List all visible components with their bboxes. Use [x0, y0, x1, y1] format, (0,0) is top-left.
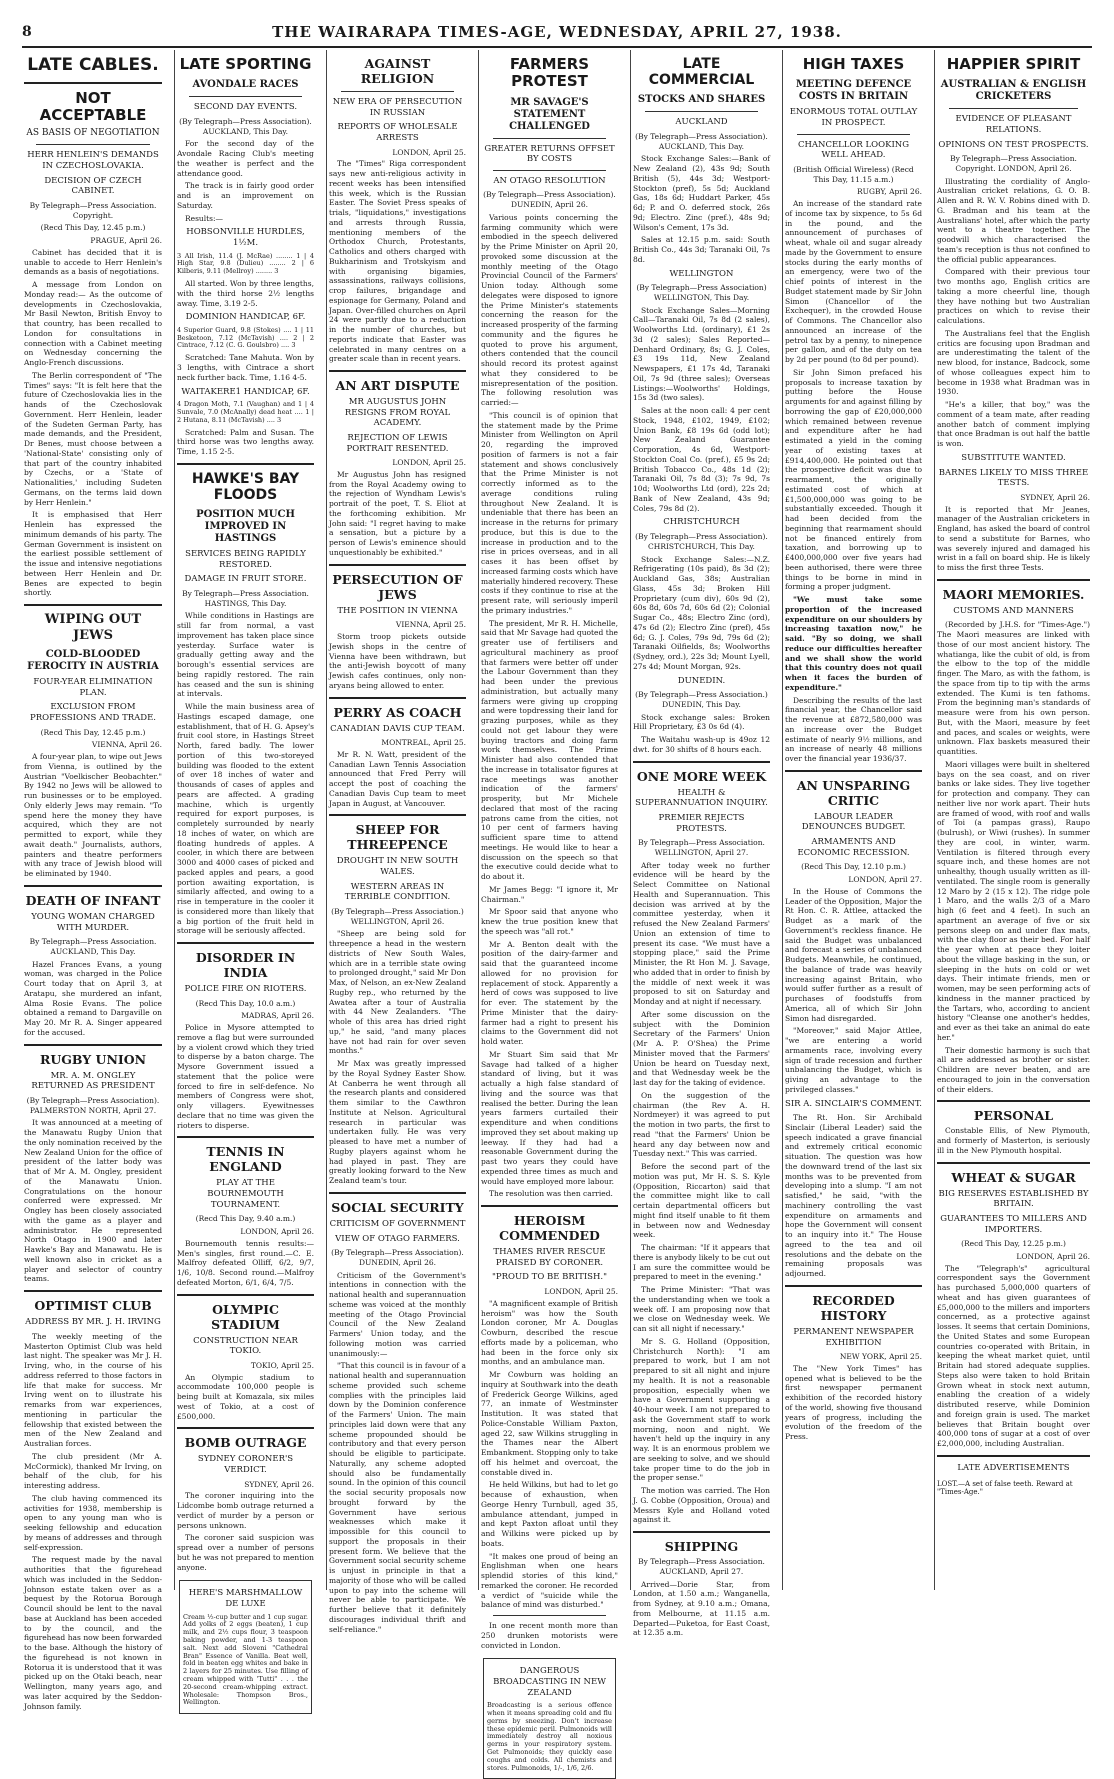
headline-hawkes-bay-floods: HAWKE'S BAY FLOODS [191, 470, 300, 503]
paragraph: An increase of the standard rate of income tax by sixpence, to 5s 6d in the pound, and the announcement of purchases of wheat, whale oil and sugar already made by the Government to ensure stocks during the early months of an emergency, were two of the chief points of interest in the Budget statement made by Sir John Simon (Chancellor of the Exchequer), in the crowded House of Commons. The Chancellor also announced an increase of the petrol tax by a penny, to ninepence per gallon, and of the duty on tea by 2d per pound (to 8d per pound). [785, 199, 922, 364]
subhead: PLAY AT THE BOURNEMOUTH TOURNAMENT. [207, 1178, 284, 1210]
subhead: DECISION OF CZECH CABINET. [44, 175, 142, 197]
paragraph: The Prime Minister: "That was the understanding when we took a week off. I am proposing now that we close on Wednesday week. We can sit all night if necessary." [633, 1285, 770, 1334]
subhead: HERR HENLEIN'S DEMANDS IN CZECHOSLOVAKIA. [27, 150, 159, 171]
headline-happier-spirit: HAPPIER SPIRIT [946, 55, 1081, 73]
dateline: VIENNA, April 26. [91, 740, 162, 750]
byline: (British Official Wireless) (Recd This Day, 11.15 a.m.) [793, 164, 914, 184]
paragraph: It is emphasised that Herr Henlein has expressed the minimum demands of his party. The German Government is insistent on the earliest possible settlement of the issue and intensive negotiations between Herr Henlein and Dr. Benes are expected to begin shortly. [24, 510, 162, 598]
headline-wheat-and-sugar: WHEAT & SUGAR [951, 1169, 1076, 1185]
divider [633, 761, 770, 763]
subhead: SYDNEY CORONER'S VERDICT. [197, 1454, 294, 1475]
received-time: (Recd This Day, 12.45 p.m.) [40, 223, 146, 233]
newspaper-page [22, 20, 1092, 1772]
paragraph: Before the second part of the motion was put, Mr H. S. S. Kyle (Opposition, Riccarton) said that the committee might like to call certain departmental officers but might find itself unable to fit them in between now and Wednesday week. [633, 1162, 770, 1240]
subhead: CANADIAN DAVIS CUP TEAM. [330, 723, 465, 734]
paragraph: Bournemouth tennis results:— Men's singles, first round.—C. E. Malfroy defeated Olliff, 6/2, 9/7, 1/6, 10/8. Second round.—Malfroy defeated Morton, 6/1, 6/4, 7/5. [177, 1238, 314, 1287]
paragraph: After some discussion on the subject with the Dominion Secretary of the Farmers' Union (Mr A. P. O'Shea) the Prime Minister moved that the Farmers' Union be heard on Tuesday next, and that Wednesday week be the last day for the taking of evidence. [633, 1009, 770, 1088]
headline-social-security: SOCIAL SECURITY [331, 1199, 464, 1215]
headline-death-of-infant: DEATH OF INFANT [25, 892, 161, 908]
dateline: SYDNEY, April 26. [244, 1479, 314, 1489]
paragraph: "Moreover," said Major Attlee, "we are entering a world armaments race, involving every sign of trade recession and further unbalancing the Budget, which is giving an advantage to the privileged classes." [785, 1026, 922, 1094]
divider [949, 108, 1078, 109]
subhead: DROUGHT IN NEW SOUTH WALES. [336, 856, 459, 877]
byline: (By Telegraph—Press Association). PALMERSTON NORTH, April 27. [26, 1095, 160, 1115]
divider [341, 91, 454, 92]
paragraph: Sales at 12.15 p.m. said: South British Co., 44s 3d; Taranaki Oil, 7s 8d. [633, 235, 770, 264]
race-title: DOMINION HANDICAP, 6F. [185, 312, 306, 323]
paragraph: Stock Exchange Sales:—Bank of New Zealand (2), 43s 9d; South British (5), 44s 3d; Westport-Stockton (pref), 5s 5d; Auckland Gas, 18s 6d; Huddart Parker, 45s 6d; P. and O. deferred stock, 26s 9d; Electro. Zinc (pref.), 48s 9d; Wilson's Cement, 17s 3d. [633, 154, 770, 232]
headline-disorder-in-india: DISORDER IN INDIA [195, 950, 296, 981]
paragraph: Police in Mysore attempted to remove a flag but were surrounded by a violent crowd which they tried to disperse by a baton charge. The Mysore Government issued a statement that the police were forced to fire in self-defence. No members of Congress were shot, only villagers. Eyewitnesses declare that no time was given the rioters to disperse. [177, 1023, 314, 1130]
byline: By Telegraph—Press Association. Copyright. LONDON, April 26. [950, 154, 1077, 173]
divider [645, 111, 758, 112]
divider [493, 170, 606, 171]
headline-not-acceptable: NOT ACCEPTABLE [39, 88, 147, 124]
paragraph: Various points concerning the farming community which were embodied in the speech delivered by the Prime Minister on April 20, provoked some discussion at the monthly meeting of the Otago Provincial Council of the Farmers' Union today. Although some delegates were disposed to ignore the Prime Minister's statements concerning the reason for the increased prosperity of the farming community and the figures he quoted to prove his argument, others contended that the council should record its protest against what they considered to be misrepresentation of the position. The following resolution was carried:— [481, 212, 618, 408]
divider [937, 1162, 1090, 1164]
paragraph: Mr Cowburn was holding an inquiry at Southwark into the death of Frederick George Wilkins, aged 77, an inmate of Westminster Institution. It was stated that Police-Constable William Paxton, aged 22, saw Wilkins struggling in the Thames near the Albert Embankment. Stopping only to take off his helmet and overcoat, the constable dived in. [481, 1370, 618, 1477]
paragraph: Stock Exchange Sales—Morning Call—Taranaki Oil, 7s 8d (2 sales), Woolworths Ltd. (ordinary), £1 2s 3d (2 sales); Sales Reported—Denhard Ordinary, 8s; G. J. Coles, £3 19s 11d, New Zealand Newspapers, £1 17s 4d, Taranaki Oil, 7s 9d (three sales); Overseas Listings:—Woolworths' Holdings, 15s 3d (two sales). [633, 305, 770, 403]
byline: (By Telegraph—Press Association). DUNEDIN, April 26. [331, 1248, 464, 1267]
paragraph: The Waitahu wash-up is 49oz 12 dwt. for 30 shifts of 8 hours each. [633, 735, 770, 754]
paragraph: Mr James Begg: "I ignore it, Mr Chairman." [481, 884, 618, 904]
ad-body: Cream ½-cup butter and 1 cup sugar. Add yolks of 2 eggs (beaten), 1 cup milk, and 2½ cups flour, 3 teaspoon baking powder, and 1-3 teaspoon salt. Next add Sloveni "Cathedral Bran" Essence of Vanilla. Beat well, fold in beaten egg whites and bake in 2 layers for 25 minutes. Use filling of cream whipped with 'Tutti" . . . the 20-second cream-whipping extract. Wholesale: Thompson Bros., Wellington. [183, 1612, 308, 1707]
advertisement-pulmonoids [483, 1658, 616, 1779]
divider [633, 1531, 770, 1533]
divider [177, 942, 314, 944]
divider [177, 1427, 314, 1429]
headline-late-cables: LATE CABLES. [27, 55, 159, 75]
subhead: SUBSTITUTE WANTED. [961, 452, 1066, 463]
received-time: (Recd This Day, 9.40 a.m.) [195, 1214, 296, 1224]
newspaper-title: THE WAIRARAPA TIMES-AGE, WEDNESDAY, APRIL 27, 1938. [272, 23, 842, 41]
subhead: AS BASIS OF NEGOTIATION [26, 128, 160, 139]
paragraph: Constable Ellis, of New Plymouth, and formerly of Masterton, is seriously ill in the New Plymouth hospital. [937, 1126, 1090, 1155]
paragraph: Sales at the noon call: 4 per cent Stock, 1948, £102, 1949, £102; Union Bank, £8 19s 6d (odd lot); New Zealand Guarantee Corporation, 4s 6d, Westport-Stockton Coal Co. (pref.), £5 9s 2d; British Tobacco Co., 48s 1d (2); Taranaki Oil, 7s 8d (3); 7s 9d, 7s 10d; Woolworths Ltd (ord), 22s 2d; Bank of New Zealand, 43s 9d; Coles, 79s 8d (2). [633, 406, 770, 513]
paragraph: Mr Max was greatly impressed by the Royal Sydney Easter Show. At Canberra he went through all the research plants and considered them similar to the Cawthron Institute at Nelson. Agricultural research in particular was undertaken fully. He was very pleased to have met a number of Rugby players against whom he had played in past. They are greatly looking forward to the New Zealand team's tour. [329, 1059, 466, 1186]
headline-tennis-in-england: TENNIS IN ENGLAND [206, 1144, 285, 1175]
divider [329, 564, 466, 566]
headline-persecution-of-jews: PERSECUTION OF JEWS [332, 571, 463, 602]
headline-farmers-protest: FARMERS PROTEST [509, 55, 590, 91]
divider [493, 1615, 606, 1616]
subhead: GUARANTEES TO MILLERS AND IMPORTERS. [940, 1213, 1087, 1235]
headline-recorded-history: RECORDED HISTORY [812, 1292, 895, 1323]
dateline: TOKIO, April 25. [250, 1360, 314, 1370]
subhead: FOUR-YEAR ELIMINATION PLAN. [33, 677, 153, 698]
dateline: MADRAS, April 26. [241, 1011, 314, 1021]
results-label: Results:— [185, 213, 224, 223]
subhead: BIG RESERVES ESTABLISHED BY BRITAIN. [938, 1188, 1089, 1210]
paragraph: Mr R. N. Watt, president of the Canadian Lawn Tennis Association announced that Fred Perry will accept the post of coaching the Canadian Davis Cup team to meet Japan in August, at Vancouver. [329, 749, 466, 808]
column-2 [174, 50, 316, 1707]
paragraph: The request made by the naval authorities that the figurehead which was included in the Seddon-Johnson estate taken over as a bequest by the Rotorua Borough Council should be lent to the naval base at Auckland has been acceded to by the council, and the figurehead has now been forwarded to the base. Although the history of the figurehead is not known in Rotorua it is understood that it was picked up on the Otaki beach, near Wellington, many years ago, and was later acquired by the Seddon-Johnson family. [24, 1555, 162, 1711]
paragraph: The Australians feel that the English critics are focusing upon Bradman and are underestimating the talent of the new blood, for instance, Badcock, some of whose colleagues expect him to become in 1938 what Bradman was in 1930. [937, 328, 1090, 397]
dateline: PRAGUE, April 26. [90, 236, 162, 246]
subhead: CUSTOMS AND MANNERS [953, 605, 1074, 616]
divider [785, 770, 922, 772]
paragraph: Hazel Frances Evans, a young woman, was charged in the Police Court today that on April 3, at Aratapu, she murdered an infant, Alma Rosie Evans. The police obtained a remand to Dargaville on May 20. Mr R. A. Singer appeared for the accused. [24, 959, 162, 1037]
column-4 [478, 50, 620, 1772]
dateline: LONDON, April 27. [848, 875, 922, 884]
subhead: EVIDENCE OF PLEASANT RELATIONS. [955, 114, 1072, 135]
subhead: MR. A. M. ONGLEY RETURNED AS PRESIDENT [31, 1070, 155, 1092]
dateline: VIENNA, April 25. [395, 620, 466, 630]
subhead: SIR A. SINCLAIR'S COMMENT. [785, 1098, 922, 1109]
paragraph: Scratched: Tane Mahuta. Won by 3 lengths, with Cintrace a short neck further back. Time, 1.16 4-5. [177, 353, 314, 382]
headline-sheep-for-threepence: SHEEP FOR THREEPENCE [347, 822, 448, 853]
divider [36, 144, 150, 145]
headline-high-taxes: HIGH TAXES [802, 55, 905, 73]
section-christchurch: CHRISTCHURCH [663, 517, 740, 528]
byline: (By Telegraph—Press Association). CHRISTCHURCH, This Day. [635, 532, 768, 551]
subhead: OPINIONS ON TEST PROSPECTS. [938, 139, 1089, 150]
subhead: AUSTRALIAN & ENGLISH CRICKETERS [940, 79, 1087, 103]
divider [24, 1290, 162, 1292]
subhead: MEETING DEFENCE COSTS IN BRITAIN [795, 79, 912, 103]
subhead: SECOND DAY EVENTS. [193, 102, 298, 113]
paragraph: (Recorded by J.H.S. for "Times-Age.") The Maori measures are linked with those of our most ancient history. The whatianga, like the cubit of old, is from the elbow to the top of the middle finger. The Maro, as with the fathom, is the space from tip to tip with the arms extended. The Kumi is ten fathoms. From the beginning man's standards of measure were from his own person. But, with the Maori, measure by feet and paces, and scales or weights, were unknown. Flax baskets measured their quantities. [937, 620, 1090, 757]
byline: (By Telegraph—Press Association). AUCKLAND, This Day. [179, 116, 312, 136]
divider [329, 697, 466, 699]
dateline: SYDNEY, April 26. [1020, 492, 1090, 502]
subhead: POSITION MUCH IMPROVED IN HASTINGS [196, 508, 295, 544]
classified-ad: LOST.—A set of false teeth. Reward at "Times-Age." [937, 1479, 1073, 1496]
divider [189, 96, 302, 97]
divider [329, 814, 466, 816]
paragraph: "Sheep are being sold for threepence a head in the western districts of New South Wales, which are in a terrible state owing to prolonged drought," said Mr Don Max, of Nelson, an ex-New Zealand Rugby rep., who returned by the Awatea after a tour of Australia with 44 New Zealanders. "The whole of this area has dried right up," he said, "and many places have not had rain for over seven months." [329, 929, 466, 1056]
paragraph: The Berlin correspondent of "The Times" says: "It is felt here that the future of Czechoslovakia lies in the hands of the Czechoslovak Government. Herr Henlein, leader of the Sudeten German Party, has made demands, and the President, Dr Benes, must choose between a 'National-State' consisting only of that part of the country inhabited by Czechs, or a 'State of Nationalities,' including Sudeten Germans, on the terms laid down by Herr Henlein." [24, 370, 162, 507]
dateline: LONDON, April 26. [1016, 1251, 1090, 1261]
race-results: 4 Dragon Moth, 7.1 (Vaughan) and 1 | 4 Sunvale, 7.0 (McAnally) dead heat .... 1 | 2 Hutana, 8.11 (McTavish) .... 3 [177, 400, 314, 424]
byline: (By Telegraph—Press Association). DUNEDIN, April 26. [483, 190, 616, 210]
headline-personal: PERSONAL [973, 1108, 1054, 1124]
byline: (By Telegraph—Press Association). AUCKLAND, This Day. [635, 131, 768, 151]
subhead: CRITICISM OF GOVERNMENT [329, 1218, 466, 1229]
subhead: EXCLUSION FROM PROFESSIONS AND TRADE. [30, 702, 156, 724]
paragraph: For the second day of the Avondale Racing Club's meeting the weather is perfect and the attendance good. [177, 139, 314, 178]
paragraph: After today week no further evidence will be heard by the Select Committee on National Health and Superannuation. This decision was arrived at by the committee yesterday, when it refused the New Zealand Farmers' Union an extension of time to present its case. "We must have a stopping place," said the Prime Minister, the Rt Hon M. J. Savage, who added that in order to finish by the middle of next week it was proposed to sit on Saturday and Monday and at night if necessary. [633, 860, 770, 1007]
divider [24, 82, 162, 84]
divider [329, 370, 466, 372]
paragraph: The Rt. Hon. Sir Archibald Sinclair (Liberal Leader) said the speech indicated a grave financial and extremely critical economic situation. The question was how the downward trend of the last six months was to be prevented from developing into a slump. "I am not satisfied," he said, "with the machinery controlling the vast expenditure on armaments and hope the Government will consent to an inquiry into it." The House agreed to the tea and oil resolutions and the debate on the remaining proposals was adjourned. [785, 1113, 922, 1279]
paragraph: "That this council is in favour of a national health and superannuation scheme provided such scheme complies with the principles laid down by the Dominion conference of the Farmers' Union. The main principles laid down were that any scheme propounded should be contributory and that every person should be eligible to participate. Naturally, any scheme adopted should also be fundamentally sound. In the opinion of this council the social security proposals now brought forward by the Government have serious weaknesses which make it impossible for this council to support the proposals in their present form. We believe that the Government social security scheme is unjust in principle in that a majority of those who will be called upon to pay into the scheme will never be able to participate. We further believe that it definitely discourages individual thrift and self-reliance." [329, 1361, 466, 1634]
subhead: POLICE FIRE ON RIOTERS. [184, 984, 307, 995]
paragraph: The motion was carried. The Hon J. G. Cobbe (Opposition, Oroua) and Messrs Kyle and Holland voted against it. [633, 1486, 770, 1525]
divider [24, 885, 162, 887]
paragraph: The weekly meeting of the Masterton Optimist Club was held last night. The speaker was Mr J. H. Irving, who, in the course of his address referred to those factors in life that make for success. Mr Irving went on to illustrate his remarks from war experiences, mentioning in particular the fellowship that existed between the men of the New Zealand and Australian forces. [24, 1331, 162, 1449]
byline: By Telegraph—Press Association. AUCKLAND, April 27. [638, 1557, 765, 1576]
dateline: NEW YORK, April 25. [839, 1352, 922, 1362]
race-results: 4 Superior Guard, 9.8 (Stokes) .... 1 | 11 Besketoon, 7.12 (McTavish) .... 2 | 2 Cintrace, 7.12 (C. G. Goulsbro) .... 3 [177, 325, 314, 350]
advertisement-marshmallow [179, 1580, 312, 1714]
headline-bomb-outrage: BOMB OUTRAGE [184, 1435, 307, 1451]
paragraph: A four-year plan, to wipe out Jews from Vienna, is outlined by the Austrian "Voelkischer Beobachter." By 1942 no Jews will be allowed to run businesses or to be employed. Only elderly Jews may remain. "To spend here the money they have acquired, which they are not permitted to export, while they await death." Journalists, authors, painters and theatre performers with any trace of Jewish blood will be eliminated by 1940. [24, 752, 162, 879]
headline-perry-as-coach: PERRY AS COACH [333, 704, 462, 720]
paragraph: While conditions in Hastings are still far from normal, a vast improvement has taken place since yesterday. Surface water is gradually getting away and the borough's essential services are being rapidly restored. The rain has ceased and the sun is shining at intervals. [177, 611, 314, 699]
dateline: LONDON, April 25. [544, 1287, 618, 1296]
subhead: CONSTRUCTION NEAR TOKIO. [193, 1335, 298, 1357]
section-wellington: WELLINGTON [669, 268, 734, 279]
subhead: MR SAVAGE'S STATEMENT CHALLENGED [509, 96, 590, 132]
subhead: COLD-BLOODED FEROCITY IN AUSTRIA [27, 649, 159, 673]
subhead: DAMAGE IN FRUIT STORE. [184, 574, 307, 585]
paragraph: The "Telegraph's" agricultural correspondent says the Government has purchased 5,000,000 quarters of wheat and has given guarantees of £5,000,000 to the millers and importers concerned, as a protective against losses. It seems that certain Dominions, the United States and some European countries co-operated with Britain, in keeping the wheat market quiet, until Britain had stored adequate supplies. Steps also were taken to hold Britain Grown wheat in stock next autumn, enabling the creation of a widely distributed reserve, while Dominion and foreign grain is used. The market believes that Britain bought over 400,000 tons of sugar at a cost of over £2,000,000, including Australian. [937, 1263, 1090, 1449]
paragraph: Illustrating the cordiality of Anglo-Australian cricket relations, G. O. B. Allen and R. W. V. Robins dined with D. G. Bradman and his team at the Australians' hotel, after which the party went to a theatre together. The goodwill which characterised the team's reception is thus not confined to the official public appearances. [937, 176, 1090, 264]
divider [24, 604, 162, 606]
subhead: THE POSITION IN VIENNA [337, 605, 458, 616]
headline-art-dispute: AN ART DISPUTE [335, 378, 460, 393]
divider [937, 1100, 1090, 1102]
paragraph: Mr A. Benton dealt with the position of the dairy-farmer and said that the guaranteed income allowed for no provision for replacement of stock. Apparently a herd of cows was supposed to live for ever. The statement by the Prime Minister that the dairy-farmer had a right to present his claims to the Government did not hold water. [481, 939, 618, 1047]
headline-olympic-stadium: OLYMPIC STADIUM [211, 1301, 280, 1332]
subhead: SERVICES BEING RAPIDLY RESTORED. [185, 548, 306, 570]
byline: (By Telegraph—Press Association.) WELLINGTON, April 26. [331, 906, 464, 926]
subhead: REPORTS OF WHOLESALE ARRESTS [337, 122, 458, 143]
subhead: VIEW OF OTAGO FARMERS. [335, 1233, 460, 1244]
received-time: (Recd This Day, 10.0 a.m.) [195, 998, 296, 1008]
subhead: REJECTION OF LEWIS PORTRAIT RESENTED. [346, 432, 449, 454]
column-1 [22, 50, 164, 1711]
race-results: 3 All Irish, 11.4 (J. McRae) ........ 1 | 4 High Star, 9.8 (Dulieu) ........ 2 | 6 Kilberis, 9.11 (Mellroy) ........ 3 [177, 251, 314, 276]
divider [24, 1044, 162, 1046]
late-advertisements-heading: LATE ADVERTISEMENTS [957, 1462, 1070, 1473]
subhead: ADDRESS BY MR. J. H. IRVING [25, 1317, 161, 1328]
headline-maori-memories: MAORI MEMORIES. [942, 586, 1085, 602]
paragraph: Scratched: Palm and Susan. The third horse was two lengths away. Time, 1.15 2-5. [177, 427, 314, 457]
paragraph: Mr Augustus John has resigned from the Royal Academy owing to the rejection of Wyndham Lewis's portrait of the poet, T. S. Eliot at the forthcoming exhibition. Mr John said: "I regret having to make a sensation, but a picture by a person of Lewis's eminence should unquestionably be exhibited." [329, 469, 466, 557]
masthead [22, 20, 1092, 48]
subhead: HEALTH & SUPERANNUATION INQUIRY. [635, 787, 768, 809]
divider [329, 1192, 466, 1194]
column-7 [934, 50, 1092, 1590]
paragraph: Describing the results of the last financial year, the Chancellor said the revenue at £872,580,000 was an increase over the Budget estimate of nearly 9½ millions, and an increase of nearly 48 millions over the financial year 1936/37. [785, 695, 922, 763]
paragraph: On the suggestion of the chairman (the Rev A. H. Nordmeyer) it was agreed to put the motion in two parts, the first to read "that the Farmers' Union be heard any day between now and Tuesday next." This was carried. [633, 1090, 770, 1159]
ad-title: HERE'S MARSHMALLOW DE LUXE [188, 1588, 303, 1609]
column-6 [782, 50, 924, 1590]
headline-rugby-union: RUGBY UNION [39, 1051, 147, 1067]
paragraph: The track is in fairly good order and is an improvement on Saturday. [177, 181, 314, 210]
headline-shipping: SHIPPING [664, 1539, 739, 1555]
race-title: WAITAKERE1 HANDICAP, 6F. [181, 386, 310, 397]
byline: (By Telegraph—Press Association) WELLINGTON, This Day. [636, 283, 767, 302]
paragraph: The resolution was then carried. [489, 1189, 613, 1199]
divider [785, 1285, 922, 1287]
section-dunedin: DUNEDIN. [677, 675, 726, 686]
paragraph: "A magnificent example of British heroism" was how the South London coroner, Mr A. Douglas Cowburn, described the rescue efforts made by a policeman, who had been in the force only six months, and an ambulance man. [481, 1298, 618, 1367]
column-3 [326, 50, 468, 1634]
paragraph: Mr Stuart Sim said that Mr Savage had talked of a higher standard of living, but it was actually a high false standard of living and the source was that realised the better. During the lean years farmers curtailed their expenditure and when conditions improved they set about making up leeway. If they had had a reasonable Government during the past two years they could have expended three times as much and would have employed more labour. [481, 1049, 618, 1186]
received-time: (Recd This Day, 12.45 p.m.) [40, 727, 146, 737]
subhead: PERMANENT NEWSPAPER EXHIBITION [793, 1326, 914, 1348]
paragraph: "He's a killer, that boy," was the comment of a team mate, after reading another batch of comment implying that once Bradman is out half the battle is won. [937, 400, 1090, 449]
paragraph: Storm troop pickets outside Jewish shops in the centre of Vienna have been withdrawn, but the anti-Jewish boycott of many Jewish cafes continues, only non-aryans being allowed to enter. [329, 632, 466, 690]
divider [937, 579, 1090, 581]
paragraph: The "Times" Riga correspondent says new anti-religious activity in recent weeks has been intensified this week, which is the Russian Easter. The Soviet Press speaks of trials, "liquidations," investigations and arrests through Russia, mentioning members of the Orthodox Church, Protestants, Catholics and others charged with Bukharinism and Trotskyism and with organising bigamies, assassinations, railways collisions, crop failures, brigandage and espionage for Germany, Poland and Japan. Over-filled churches on April 24 were partly due to a reduction in the number of churches, but reports indicate that Easter was celebrated in many centres on a greater scale than in recent years. [329, 159, 466, 364]
headline-unsparing-critic: AN UNSPARING CRITIC [796, 777, 911, 808]
headline-wiping-out-jews: WIPING OUT JEWS [44, 612, 142, 643]
byline: By Telegraph—Press Association. HASTINGS, This Day. [182, 588, 309, 608]
race-title: HOBSONVILLE HURDLES, 1½M. [186, 227, 305, 248]
divider [797, 134, 910, 135]
paragraph: Their domestic harmony is such that all are addressed as brother or sister. Children are never beaten, and are encouraged to join in the conversation of their elders. [937, 1045, 1090, 1094]
subhead: ENORMOUS TOTAL OUTLAY IN PROSPECT. [789, 107, 918, 128]
subhead: YOUNG WOMAN CHARGED WITH MURDER. [31, 911, 155, 933]
paragraph: All started. Won by three lengths, with the third horse 2½ lengths away. Time, 3.19 2-5. [177, 279, 314, 308]
paragraph: "This council is of opinion that the statement made by the Prime Minister from Wellington on April 20, regarding the improved position of farmers is not a fair statement and shows conclusively that the Prime Minister is not correctly informed as to the average conditions ruling throughout New Zealand. It is undeniable that there has been an increase in the returns for primary produce, but this is due to the increase in production and to the rise in prices overseas, and in all cases it has been offset by increased farming costs which have materially hindered recovery. These costs if they continue to rise at the present rate, will seriously imperil the primary industries." [481, 410, 618, 615]
paragraph: The club having commenced its activities for 1938, membership is open to any young man who is seeking fellowship and education by means of addresses and through self-expression. [24, 1493, 162, 1552]
paragraph: The "New York Times" has opened what is believed to be the first newspaper permanent exhibition of the recorded history of the world, showing five thousand years of progress, including the evolution of the freedom of the Press. [785, 1363, 922, 1442]
divider [481, 1205, 618, 1207]
divider [177, 1136, 314, 1138]
paragraph: In the House of Commons the Leader of the Opposition, Major the Rt Hon. C. R. Attlee, attacked the Budget as a mark of the Government's reckless finance. He said the Budget was unbalanced and forecast a series of unbalanced Budgets. Meanwhile, he continued, the balance of trade was heavily increasing against Britain, who would suffer further as a result of purchases of foodstuffs from America, all of which Sir John Simon had disregarded. [785, 886, 922, 1023]
paragraph: Cabinet has decided that it is unable to accede to Herr Henlein's demands as a basis of negotiations. [24, 247, 162, 277]
column-5 [630, 50, 772, 1638]
subhead: BARNES LIKELY TO MISS THREE TESTS. [938, 467, 1089, 489]
paragraph: While the main business area of Hastings escaped damage, one establishment, that of H. G. Apsey's fruit cool store, in Hastings Street North, fared badly. The lower portion of this two-storeyed building was flooded to the extent of over 18 inches of water and thousands of cases of apples and pears are affected. A grading machine, which is urgently required for export purposes, is completely surrounded by nearly 18 inches of water, on which are floating hundreds of apples. A cooler, in which there are between 3000 and 4000 cases of picked and packed apples and pears, a good portion awaiting exportation, is similarly affected, and owing to a rise in temperature in the cooler it is considered more than likely that a big portion of the fruit held in storage will be seriously affected. [177, 702, 314, 936]
paragraph: "We must take some proportion of the increased expenditure on our shoulders by increasing taxation now," he said. "By so doing, we shall reduce our difficulties hereafter and we shall show the world that this country does not quail when it faces the burden of expenditure." [785, 595, 922, 692]
dateline: LONDON, April 26. [240, 1227, 314, 1237]
page-number: 8 [22, 24, 32, 40]
paragraph: The coroner said suspicion was spread over a number of persons but he was not prepared to mention anyone. [177, 1533, 314, 1572]
ad-body: Broadcasting is a serious offence when it means spreading cold and flu germs by sneezing. Don't increase these epidemic peril. Pulmonoids will immediately destroy all noxious germs in your respiratory system. Get Pulmonoids; they quickly ease coughs and colds. All chemists and stores. Pulmonoids, 1/-, 1/6, 2/6. [487, 1701, 612, 1772]
paragraph: Stock exchange sales: Broken Hill Proprietary, £3 0s 6d (4). [633, 712, 770, 732]
paragraph: The coroner inquiring into the Lidcombe bomb outrage returned a verdict of murder by a person or persons unknown. [177, 1491, 314, 1530]
byline: By Telegraph—Press Association. WELLINGTON, April 27. [638, 838, 765, 857]
paragraph: The club president (Mr A. McCormick), thanked Mr Irving, on behalf of the club, for his interesting address. [24, 1451, 162, 1491]
received-time: (Recd This Day, 12.10 p.m.) [801, 862, 906, 872]
section-auckland: AUCKLAND [675, 117, 728, 128]
headline-late-commercial: LATE COMMERCIAL [648, 56, 755, 89]
divider [177, 1294, 314, 1296]
subhead: STOCKS AND SHARES [637, 94, 766, 106]
paragraph: Stock Exchange Sales:—N.Z. Refrigerating (10s paid), 8s 3d (2); Auckland Gas, 38s; Australian Glass, 45s 3d; Broken Hill Proprietary (cum div), 60s 9d (2), 60s 8d, 60s 7d, 60s 6d (2); Colonial Sugar Co., 48s; Electro Zinc (ord), 47s 6d (2); Electro Zinc (pref), 45s 6d; G. J. Coles, 79s 9d, 79s 6d (2); Taranaki Oilfields, 8s; Woolworths (Sydney, ord.), 22s 3d; Mount Lyell, 27s 4d; Mount Morgan, 92s. [633, 554, 770, 671]
paragraph: The chairman: "If it appears that there is anybody likely to be cut out I am sure the committee would be prepared to meet in the evening." [633, 1243, 770, 1282]
subhead: MR AUGUSTUS JOHN RESIGNS FROM ROYAL ACADEMY. [344, 397, 451, 429]
dateline: MONTREAL, April 25. [381, 738, 466, 748]
paragraph: Maori villages were built in sheltered bays on the sea coast, and on river banks or lake sides. They live together for protection and company. They can neither live nor work apart. Their huts are framed of wood, with roof and walls of Toi (a pampas grass), Raupo (bulrush), or Wiwi (rushes). In summer they are cool, in winter, warm. Ventilation is filtered through every square inch, and these homes are not unhealthy, though usually written as ill-ventilated. The single room is generally 12 Maro by 2 (15 x 12). The ridge pole 1 Maro, and the walls 2/3 of a Maro high (6 feet and 4 feet). In such an apartment an average of five or six persons sleep on and under flax mats, with the clay floor as their bed. For half the year when at peace they loiter about the village basking in the sun, or sleeping in the huts on cold or wet days. Their intimate friends, men or women, may be seen performing acts of kindness in the manner practiced by the Tartars, who, according to ancient history "Cleanse one another's heddes, and ever as thei take an animal do eate her." [937, 759, 1090, 1042]
paragraph: Mr Spoor said that anyone who knew the true position knew that the speech was "all rot." [481, 907, 618, 936]
paragraph: "It makes one proud of being an Englishman when one hears splendid stories of this kind," remarked the coroner. He recorded a verdict of "suicide while the balance of mind was disturbed." [481, 1551, 618, 1610]
subhead: GREATER RETURNS OFFSET BY COSTS [484, 143, 615, 165]
headline-optimist-club: OPTIMIST CLUB [34, 1298, 152, 1314]
headline-heroism-commended: HEROISM COMMENDED [499, 1213, 600, 1244]
byline: By Telegraph—Press Association. Copyright. [29, 200, 157, 220]
dateline: RUGBY, April 26. [856, 187, 922, 197]
subhead: AVONDALE RACES [192, 79, 299, 91]
headline-one-more-week: ONE MORE WEEK [636, 768, 767, 784]
paragraph: It is reported that Mr Jeanes, manager of the Australian cricketers in England, has asked the board of control to send a substitute for Barnes, who was severely injured and damaged his wrist in a fall on board ship. He is likely to miss the first three Tests. [937, 504, 1090, 572]
subhead: PREMIER REJECTS PROTESTS. [658, 812, 745, 834]
subhead: NEW ERA OF PERSECUTION IN RUSSIAN [332, 97, 463, 118]
paragraph: Sir John Simon prefaced his proposals to increase taxation by putting before the House arguments for and against filling by borrowing the gap of £20,000,000 which remained between revenue and expenditure after he had estimated a yield in the coming year of existing taxes at £914,400,000. He pointed out that the prospective deficit was due to rearmament, the originally estimated cost of which at £1,500,000,000 was going to be substantially exceeded. Though it had been decided from the beginning that rearmament should not be financed entirely from taxation, and borrowing up to £400,000,000 over five years had been authorised, there were three things to be borne in mind in forming a proper judgment. [785, 367, 922, 592]
subhead: LABOUR LEADER DENOUNCES BUDGET. [801, 811, 906, 833]
paragraph: Criticism of the Government's intentions in connection with the national health and superannuation scheme was voiced at the monthly meeting of the Otago Provincial Council of the New Zealand Farmers' Union today, and the following motion was carried unanimously:— [329, 1270, 466, 1358]
subhead: WESTERN AREAS IN TERRIBLE CONDITION. [344, 881, 451, 903]
byline: By Telegraph—Press Association. AUCKLAND, This Day. [29, 937, 157, 956]
paragraph: Arrived—Dorie Star, from London, at 1.50 a.m.; Wanganella, from Sydney, at 9.10 a.m.; Omana, from Melbourne, at 11.15 a.m. Departed—Puketoa, for East Coast, at 12.35 a.m. [633, 1579, 770, 1638]
dateline: LONDON, April 25. [392, 458, 466, 468]
byline: (By Telegraph—Press Association.) DUNEDIN, This Day. [635, 690, 768, 709]
dateline: LONDON, April 25. [392, 147, 466, 157]
divider [493, 138, 606, 139]
ad-title: DANGEROUS BROADCASTING IN NEW ZEALAND [493, 1666, 606, 1698]
paragraph: In one recent month more than 250 drunken motorists were convicted in London. [481, 1621, 618, 1650]
divider [937, 1455, 1090, 1457]
paragraph: The president, Mr R. H. Michelle, said that Mr Savage had quoted the greater use of fertilisers and agricultural machinery as proof that farmers were better off under the Labour Government than they had been under the previous administration, but actually many farmers were giving up cropping and were topdressing their land for grazing purposes, while as they could not get labour they were buying tractors and doing farm work themselves. The Prime Minister had also contended that the increase in totalisator figures at race meetings was another indication of the farmers' prosperity, but Mr Michele declared that most of the racing patrons came from the cities, not 10 per cent of farmers having sufficient spare time to attend meetings. He would like to hear a discussion on the speech so that the executive could decide what to do about it. [481, 618, 618, 882]
paragraph: Mr S. G. Holland (Opposition, Christchurch North): "I am prepared to work, but I am not prepared to sit all night and injure my health. It is not a reasonable proposition, especially when we have a Government supporting a 40-hour week. I am not prepared to ask the Government staff to work morning, noon and night. We haven't held up the inquiry in any way. It is an enormous problem we are seeking to solve, and we should take proper time to do the job in the proper sense." [633, 1336, 770, 1483]
subhead: CHANCELLOR LOOKING WELL AHEAD. [797, 139, 910, 161]
divider [177, 463, 314, 465]
paragraph: An Olympic stadium to accommodate 100,000 people is being built at Komazala, six miles west of Tokio, at a cost of £500,000. [177, 1372, 314, 1421]
paragraph: It was announced at a meeting of the Manawatu Rugby Union that the only nomination received by the New Zealand Union for the office of president of the latter body was that of Mr A. M. Ongley, president of the Manawatu Union. Congratulations on the honour conferred were expressed. Mr Ongley has been closely associated with the game as a player and administrator. He represented North Otago in 1900 and later Hawke's Bay and Manawatu. He is well known also in cricket as a player and selector of country teams. [24, 1118, 162, 1284]
paragraph: Compared with their previous tour two months ago, English critics are taking a more cheerful line, though they have nothing but two Australian practices on which to revise their calculations. [937, 267, 1090, 326]
received-time: (Recd This Day, 12.25 p.m.) [961, 1239, 1066, 1249]
subhead: "PROUD TO BE BRITISH." [491, 1272, 608, 1283]
subhead: AN OTAGO RESOLUTION [493, 175, 606, 186]
headline-against-religion: AGAINST RELIGION [360, 56, 435, 86]
subhead: THAMES RIVER RESCUE PRAISED BY CORONER. [493, 1247, 606, 1268]
subhead: ARMAMENTS AND ECONOMIC RECESSION. [797, 837, 910, 858]
paragraph: A message from London on Monday read:— As the outcome of developments in Czechoslovakia, Mr Basil Newton, British Envoy to that country, has been recalled to London for consultations in connection with a Cabinet meeting on Wednesday concerning the Anglo-French discussions. [24, 280, 162, 368]
headline-late-sporting: LATE SPORTING [179, 55, 312, 73]
paragraph: He held Wilkins, but had to let go because of exhaustion, when George Henry Turnbull, aged 35, ambulance attendant, jumped in and kept Paxton afloat until they and Wilkins were picked up by boats. [481, 1480, 618, 1548]
